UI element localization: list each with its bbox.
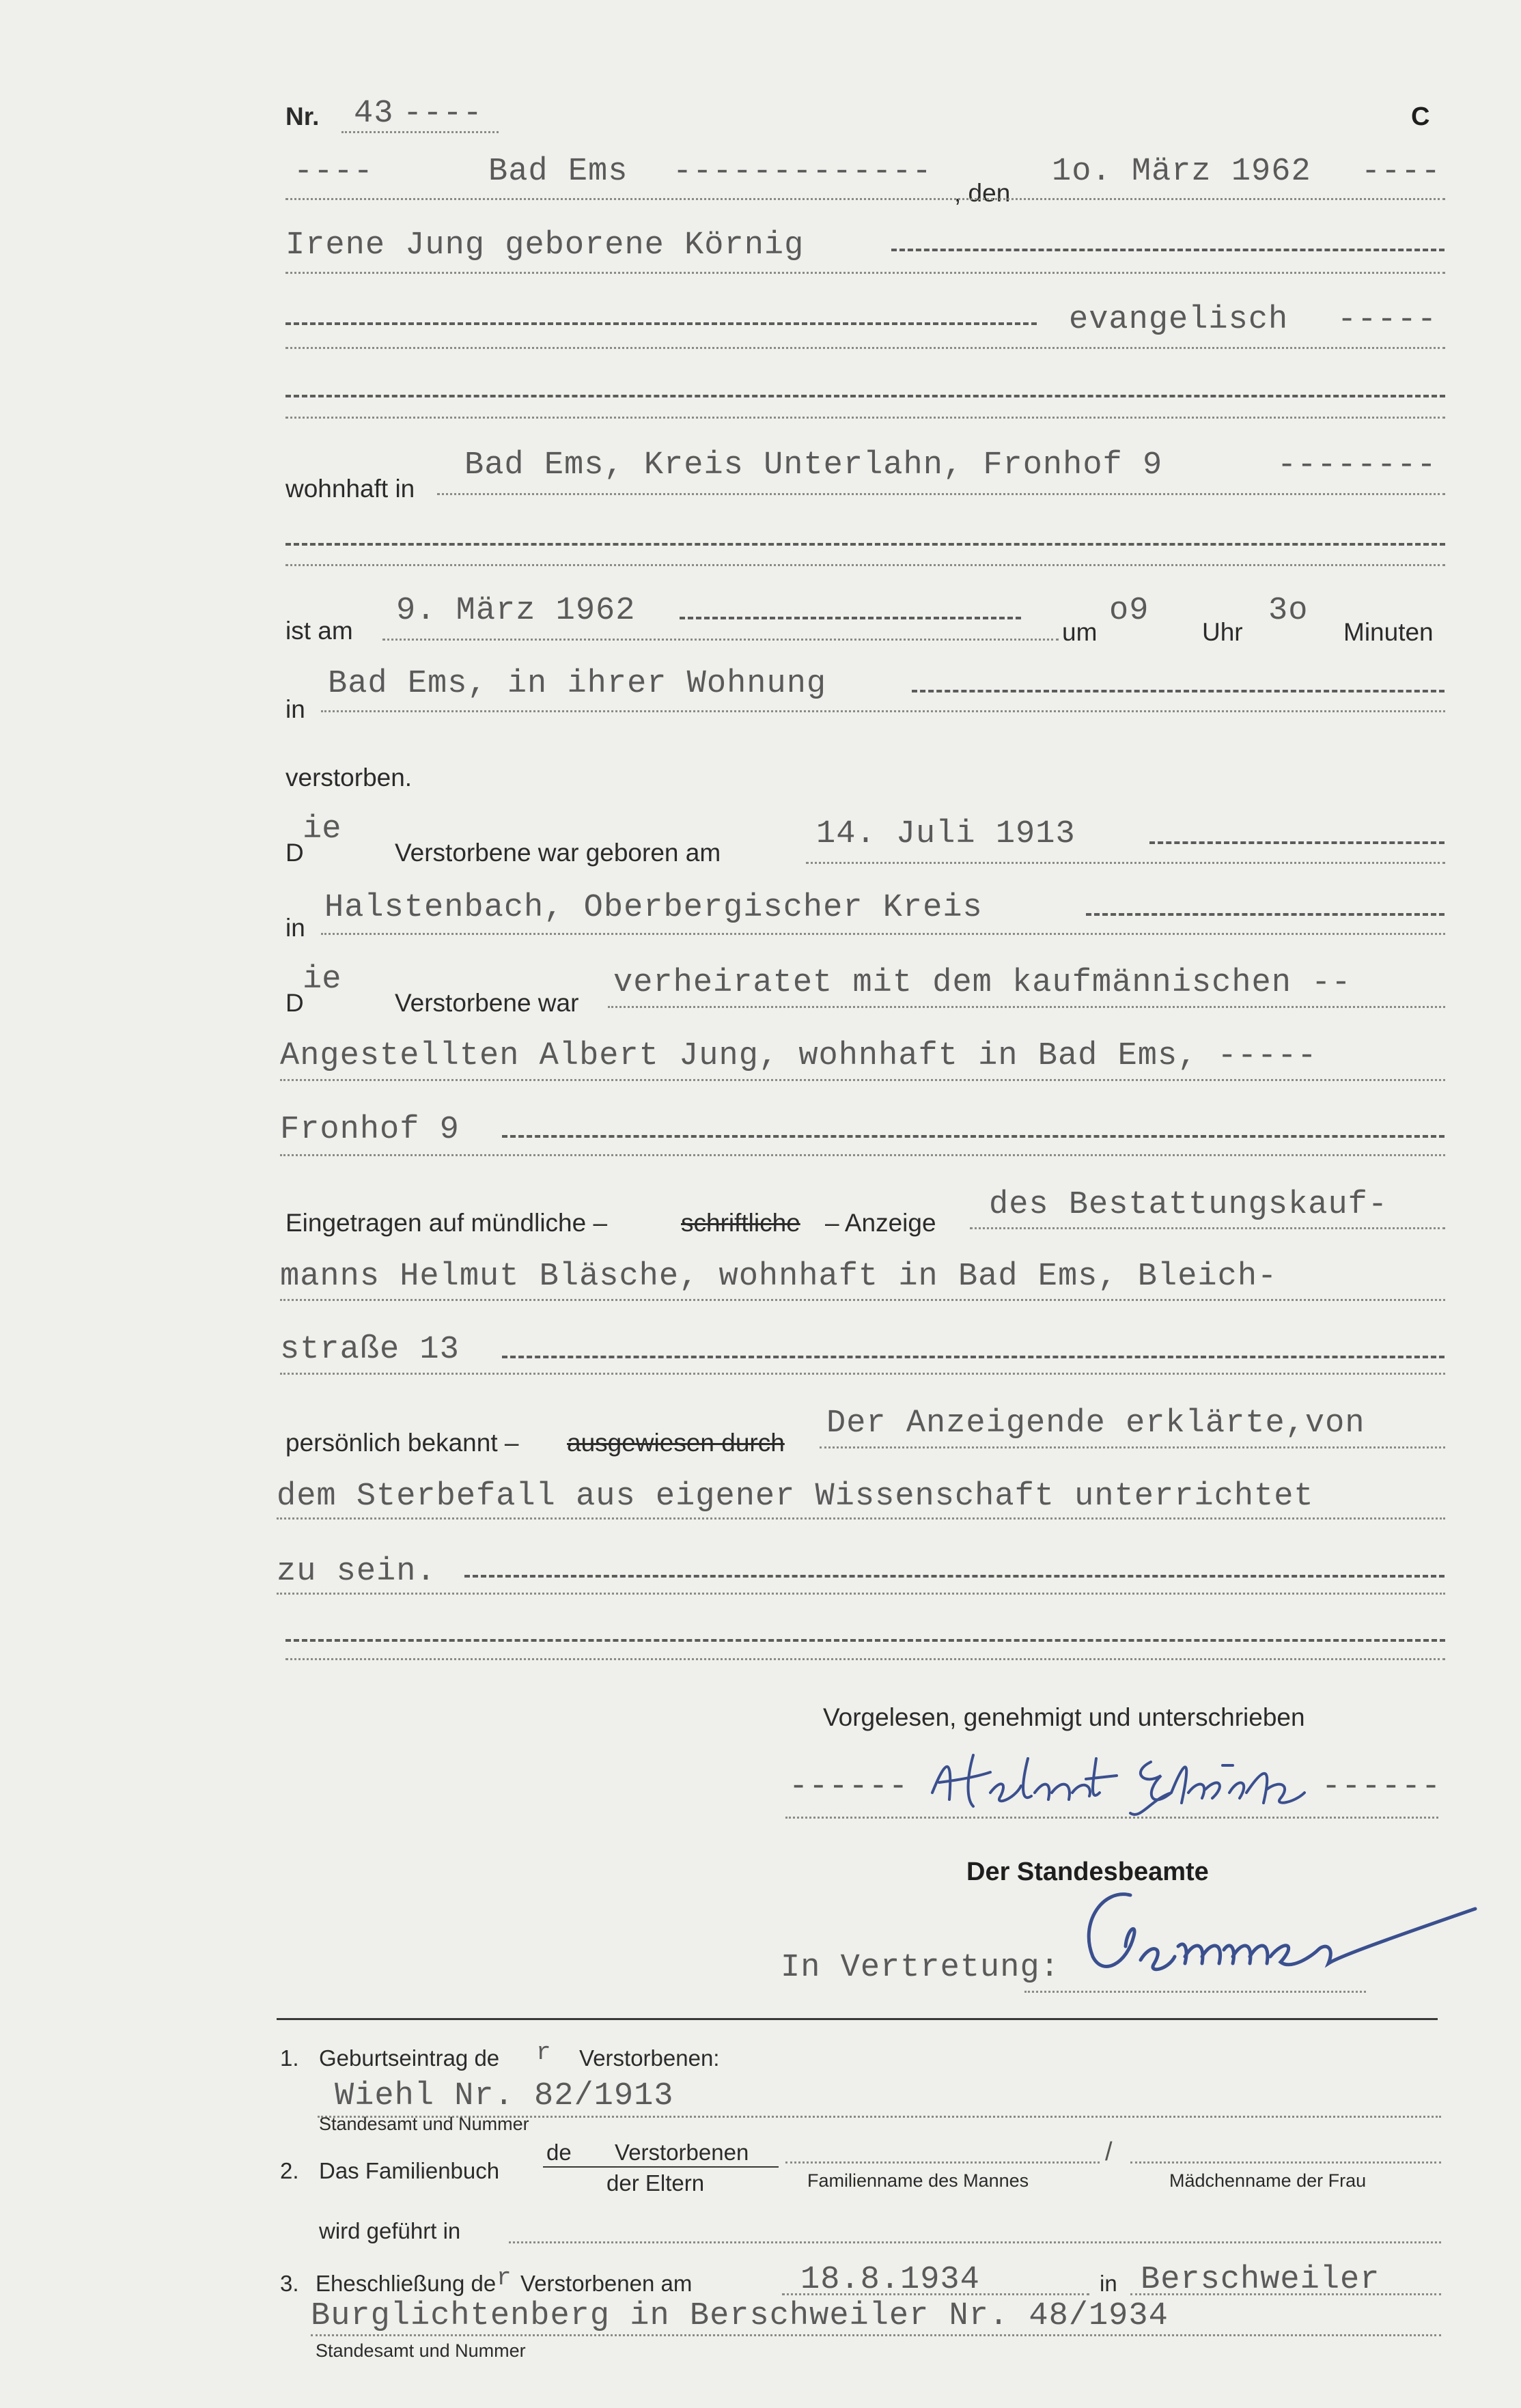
blank-dashes-2 <box>285 543 1445 546</box>
address-line <box>437 493 1445 495</box>
verstorben-label: verstorben. <box>285 764 413 792</box>
death-minutes: 3o <box>1268 593 1309 629</box>
statement-line-2-rule <box>277 1517 1445 1520</box>
informant-signature <box>925 1745 1315 1823</box>
registration-place: Bad Ems <box>488 154 628 190</box>
d-suffix-marriage: ie <box>303 962 341 998</box>
maedchenname-line <box>1130 2161 1441 2164</box>
persoenlich-bekannt-label: persönlich bekannt – <box>285 1429 519 1457</box>
item3-number: 3. <box>280 2271 299 2296</box>
item1-label-2: Verstorbenen: <box>579 2045 720 2071</box>
blank-dashes-1 <box>285 395 1445 397</box>
marriage-line-1-rule <box>608 1006 1445 1008</box>
d-suffix-birth: ie <box>303 811 341 848</box>
statement-line-3-dashes <box>464 1575 1445 1578</box>
informant-signature-line <box>785 1817 1438 1819</box>
uhr-label: Uhr <box>1202 618 1243 646</box>
ausgewiesen-label: ausgewiesen durch <box>567 1429 785 1457</box>
marriage-date: 18.8.1934 <box>800 2262 980 2298</box>
sig-dashes-left: ------ <box>789 1769 909 1805</box>
informant-line-2: manns Helmut Bläsche, wohnhaft in Bad Ems, Bleich- <box>280 1259 1278 1295</box>
minuten-label: Minuten <box>1343 618 1434 646</box>
religion-line <box>285 347 1445 349</box>
form-letter: C <box>1411 102 1430 131</box>
marriage-place: Berschweiler <box>1141 2262 1380 2298</box>
religion: evangelisch <box>1069 302 1289 338</box>
nr-dashes: ---- <box>403 96 483 132</box>
item2-label: Das Familienbuch <box>319 2158 500 2183</box>
statement-line-3-rule <box>277 1593 1445 1595</box>
item2-de: de <box>546 2140 572 2165</box>
birth-place: Halstenbach, Oberbergischer Kreis <box>324 890 983 926</box>
marriage-place-line <box>1130 2293 1441 2295</box>
informant-line-3-dashes <box>502 1356 1445 1358</box>
marriage-line-2: Angestellten Albert Jung, wohnhaft in Bad Ems, ----- <box>280 1038 1317 1074</box>
item2-eltern: der Eltern <box>606 2170 705 2196</box>
familienname-line <box>785 2161 1100 2164</box>
blank-line-2 <box>285 564 1445 566</box>
informant-line-1-rule <box>970 1227 1445 1229</box>
birth-date-line <box>806 862 1445 864</box>
informant-line-3: straße 13 <box>280 1332 460 1368</box>
item3-line <box>311 2334 1441 2336</box>
blank-dashes-3 <box>285 1639 1445 1642</box>
marriage-line-2-rule <box>280 1079 1445 1081</box>
birth-date: 14. Juli 1913 <box>816 816 1076 852</box>
residence-address: Bad Ems, Kreis Unterlahn, Fronhof 9 <box>464 447 1163 484</box>
in-label-birth: in <box>285 914 305 942</box>
marriage-line-3-dashes <box>502 1135 1445 1138</box>
item3-suffix: r <box>497 2264 512 2292</box>
death-date-line <box>382 639 1059 641</box>
date-dashes: ---- <box>1361 154 1441 190</box>
statement-line-2: dem Sterbefall aus eigener Wissenschaft unterrichtet <box>277 1479 1314 1515</box>
sig-dashes-right: ------ <box>1322 1769 1442 1805</box>
name-dashes <box>891 249 1445 251</box>
nr-label: Nr. <box>285 102 320 130</box>
geboren-label: Verstorbene war geboren am <box>395 839 721 867</box>
item1-number: 1. <box>280 2045 299 2071</box>
blank-line-3 <box>285 1658 1445 1660</box>
address-dashes: -------- <box>1277 447 1437 484</box>
den-label: , den <box>954 179 1011 207</box>
birth-date-dashes <box>1149 841 1445 844</box>
d-label-birth: D <box>285 839 304 867</box>
informant-line-3-rule <box>280 1373 1445 1375</box>
statement-line-3: zu sein. <box>277 1554 436 1590</box>
registrar-signature-text <box>1482 1881 1483 1882</box>
eingetragen-label: Eingetragen auf mündliche – <box>285 1209 608 1237</box>
item3-label-2: Verstorbenen am <box>520 2271 693 2296</box>
registrar-signature-line <box>1024 1991 1366 1993</box>
familienname-label: Familienname des Mannes <box>807 2170 1029 2191</box>
religion-dashes: ----- <box>1337 302 1438 338</box>
statement-line-1: Der Anzeigende erklärte,von <box>826 1405 1365 1442</box>
item1-label: Geburtseintrag de <box>319 2045 500 2071</box>
death-date-dashes <box>680 617 1021 619</box>
registrar-signature-svg <box>1065 1881 1482 1998</box>
wird-gefuehrt-line <box>509 2241 1441 2243</box>
place-date-line <box>285 198 1445 200</box>
d-label-marriage: D <box>285 989 304 1017</box>
anzeige-label: – Anzeige <box>825 1209 936 1237</box>
maedchenname-label: Mädchenname der Frau <box>1169 2170 1367 2191</box>
ist-am-label: ist am <box>285 617 353 645</box>
birth-register-entry: Wiehl Nr. 82/1913 <box>335 2078 674 2114</box>
vorgelesen-label: Vorgelesen, genehmigt und unterschrieben <box>823 1703 1305 1731</box>
informant-line-1: des Bestattungskauf- <box>989 1187 1389 1223</box>
death-place-dashes <box>912 690 1445 692</box>
item2-number: 2. <box>280 2158 299 2183</box>
death-place: Bad Ems, in ihrer Wohnung <box>328 666 827 702</box>
birth-place-line <box>321 933 1445 935</box>
name-line <box>285 272 1445 274</box>
item2-verstorbenen: Verstorbenen <box>615 2140 749 2165</box>
religion-line-dashes <box>285 322 1037 325</box>
wird-gefuehrt-label: wird geführt in <box>319 2218 461 2243</box>
place-dashes: ------------- <box>673 154 932 190</box>
footer-separator <box>277 2018 1438 2020</box>
registrar-signature <box>1065 1881 1482 2001</box>
death-hour: o9 <box>1109 593 1149 629</box>
death-date: 9. März 1962 <box>396 593 636 629</box>
standesamt-label-2: Standesamt und Nummer <box>316 2340 526 2361</box>
name-slash: / <box>1105 2138 1113 2166</box>
nr-value: 43 <box>354 96 394 132</box>
deceased-name: Irene Jung geborene Körnig <box>285 227 805 264</box>
birth-place-dashes <box>1086 913 1445 916</box>
place-lead-dashes: ---- <box>294 154 374 190</box>
statement-line-1-rule <box>820 1446 1445 1448</box>
marriage-line-3-rule <box>280 1154 1445 1156</box>
vertretung-label: In Vertretung: <box>781 1950 1060 1986</box>
informant-line-2-rule <box>280 1299 1445 1301</box>
wohnhaft-label: wohnhaft in <box>285 475 415 503</box>
item2-fraction-rule <box>543 2166 779 2168</box>
registration-date: 1o. März 1962 <box>1052 154 1311 190</box>
item1-suffix: r <box>536 2039 552 2067</box>
marriage-line-1: verheiratet mit dem kaufmännischen -- <box>613 965 1352 1001</box>
verstorbene-war-label: Verstorbene war <box>395 989 579 1017</box>
marriage-date-line <box>782 2293 1089 2295</box>
nr-dotted-line <box>341 131 499 133</box>
standesbeamte-label: Der Standesbeamte <box>966 1858 1209 1886</box>
item3-label: Eheschließung de <box>316 2271 497 2296</box>
in-label-death: in <box>285 695 305 723</box>
marriage-line-3: Fronhof 9 <box>280 1112 460 1148</box>
item3-in-label: in <box>1100 2271 1117 2296</box>
blank-line-1 <box>285 417 1445 419</box>
schriftliche-label: schriftliche <box>681 1209 800 1237</box>
death-place-line <box>321 710 1445 712</box>
um-label: um <box>1062 618 1098 646</box>
standesamt-label-1: Standesamt und Nummer <box>319 2114 529 2134</box>
marriage-register-entry: Burglichtenberg in Berschweiler Nr. 48/1934 <box>311 2298 1169 2334</box>
informant-signature-svg <box>925 1745 1315 1820</box>
